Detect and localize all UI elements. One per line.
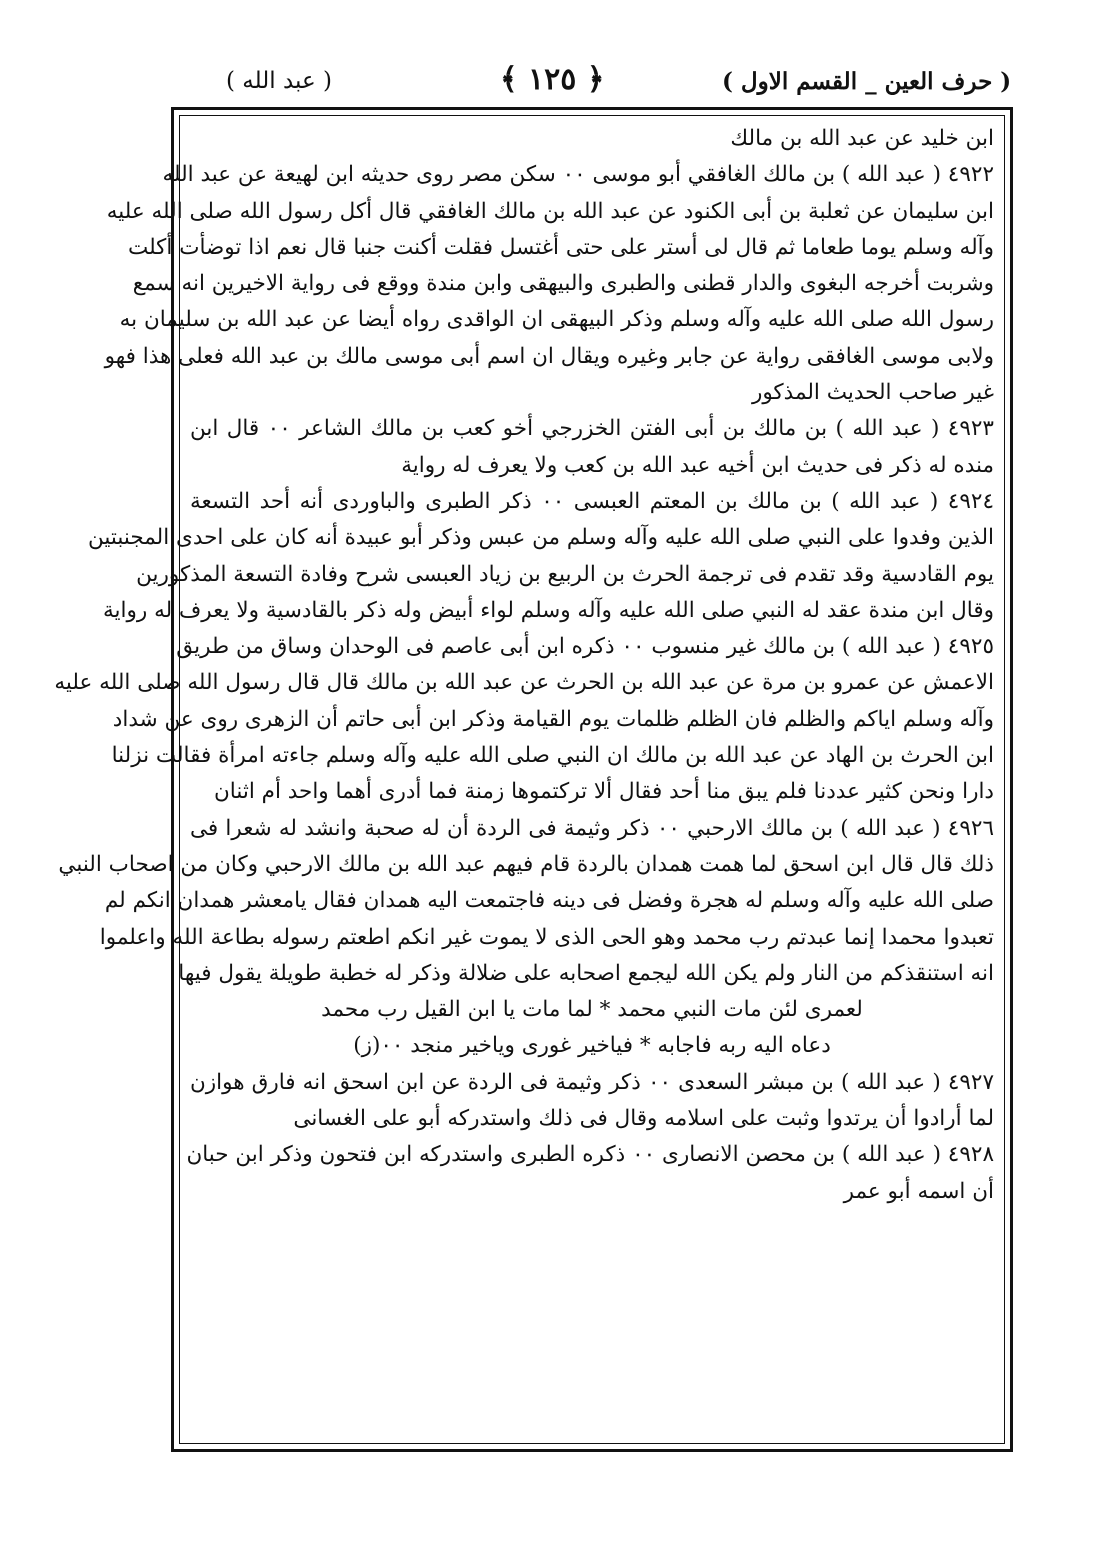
text-line: غير صاحب الحديث المذكور [751,380,994,406]
text-line: رسول الله صلى الله عليه وآله وسلم وذكر البيهقى ان الواقدى رواه أيضا عن عبد الله بن سليمان به [119,307,994,333]
text-line: تعبدوا محمدا إنما عبدتم رب محمد وهو الحى الذى لا يموت غير انكم اطعتم رسوله بطاعة الله واعلموا [99,924,994,950]
text-line: ابن سليمان عن ثعلبة بن أبى الكنود عن عبد الله بن مالك الغافقي قال أكل رسول الله صلى الله عليه [106,198,994,224]
entry-4927-line: ٤٩٢٧ ( عبد الله ) بن مبشر السعدى ٠٠ ذكر وثيمة فى الردة عن ابن اسحق انه فارق هوازن [190,1069,995,1095]
text-line: وآله وسلم يوما طعاما ثم قال لى أستر على حتى أغتسل فقلت أكنت جنبا قال نعم اذا توضأت أكلت [127,234,994,260]
text-line: وقال ابن مندة عقد له النبي صلى الله عليه وآله وسلم لواء أبيض وله ذكر بالقادسية ولا يعرف له رواية [103,597,994,623]
text-line: دارا ونحن كثير عددنا فلم يبق منا أحد فقال ألا تركتموها زمنة فما أدرى أهما واحد أم اثنان [214,779,994,805]
page-header [0,60,1107,110]
text-line: ابن الحرث بن الهاد عن عبد الله بن مالك ان النبي صلى الله عليه وآله وسلم جاءته امرأة فقالت نزلنا [111,743,994,769]
poem-verse: لعمرى لئن مات النبي محمد * لما مات يا ابن القيل رب محمد [321,997,863,1023]
text-line: أن اسمه أبو عمر [843,1178,994,1204]
text-line: منده له ذكر فى حديث ابن أخيه عبد الله بن كعب ولا يعرف له رواية [401,452,994,478]
text-line: وشربت أخرجه البغوى والدار قطنى والطبرى والبيهقى وابن مندة ووقع فى رواية الاخيرين انه سمع [132,271,994,297]
text-line: الاعمش عن عمرو بن مرة عن عبد الله بن الحرث عن عبد الله بن مالك قال قال رسول الله صلى الله عليه [54,670,994,696]
entry-4926-line: ٤٩٢٦ ( عبد الله ) بن مالك الارحبي ٠٠ ذكر وثيمة فى الردة أن له صحبة وانشد له شعرا فى [190,815,994,841]
text-line: ابن خليد عن عبد الله بن مالك [730,126,994,151]
text-line: لما أرادوا أن يرتدوا وثبت على اسلامه وقال فى ذلك واستدركه أبو على الغسانى [293,1106,994,1132]
page-number: ﴿ ١٢٥ ﴾ [500,62,605,97]
entry-4925-line: ٤٩٢٥ ( عبد الله ) بن مالك غير منسوب ٠٠ ذكره ابن أبى عاصم فى الوحدان وساق من طريق [176,634,994,660]
entry-4923-line: ٤٩٢٣ ( عبد الله ) بن مالك بن أبى الفتن الخزرجي أخو كعب بن مالك الشاعر ٠٠ قال ابن [190,416,994,442]
page-body [54,121,995,1210]
entry-4922-line: ٤٩٢٢ ( عبد الله ) بن مالك الغافقي أبو موسى ٠٠ سكن مصر روى حديثه ابن لهيعة عن عبد الله [162,162,994,188]
text-line: ولابى موسى الغافقى رواية عن جابر وغيره ويقال ان اسم أبى موسى مالك بن عبد الله فعلى هذا فهو [104,343,994,369]
text-line: ذلك قال قال ابن اسحق لما همت همدان بالردة قام فيهم عبد الله بن مالك الارحبي وكان من اصحاب النبي [58,851,994,877]
text-line: صلى الله عليه وآله وسلم له هجرة وفضل فى دينه فاجتمعت اليه همدان فقال يامعشر همدان انكم لم [104,888,994,914]
entry-4928-line: ٤٩٢٨ ( عبد الله ) بن محصن الانصارى ٠٠ ذكره الطبرى واستدركه ابن فتحون وذكر ابن حبان [186,1142,994,1168]
poem-verse: دعاه اليه ربه فاجابه * فياخير غورى وياخير منجد ٠٠(ز) [353,1033,831,1059]
text-line: انه استنقذكم من النار ولم يكن الله ليجمع اصحابه على ضلالة وذكر له خطبة طويلة يقول فيها [178,960,994,986]
entry-4924-line: ٤٩٢٤ ( عبد الله ) بن مالك بن المعتم العبسى ٠٠ ذكر الطبرى والباوردى أنه أحد التسعة [190,488,994,514]
header-section-title: ( حرف العين _ القسم الاول ) [722,68,1012,95]
header-entry-name: ( عبد الله ) [226,68,332,94]
text-line: وآله وسلم اياكم والظلم فان الظلم ظلمات يوم القيامة وذكر ابن أبى حاتم أن الزهرى روى عن شداد [112,706,994,732]
text-line: يوم القادسية وقد تقدم فى ترجمة الحرث بن الربيع بن زياد العبسى شرح وفادة التسعة المذكورين [136,561,994,587]
text-line: الذين وفدوا على النبي صلى الله عليه وآله وسلم من عبس وذكر أبو عبيدة أنه كان على احدى المجنبتين [88,525,994,551]
